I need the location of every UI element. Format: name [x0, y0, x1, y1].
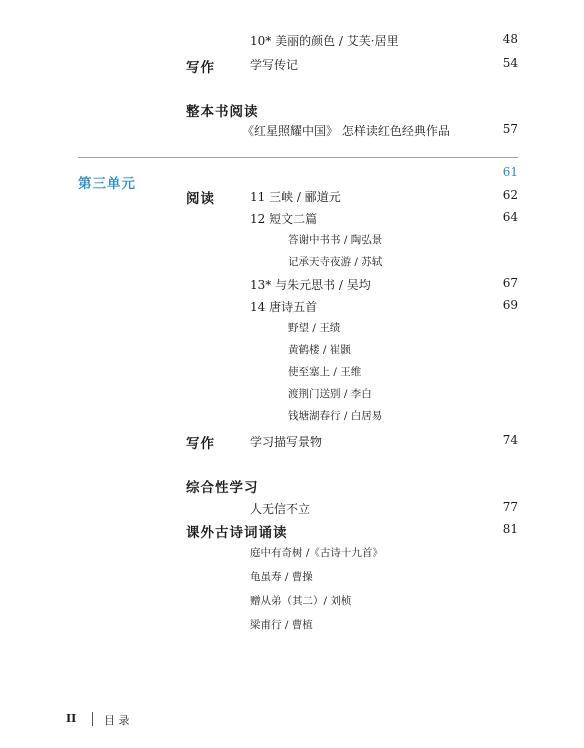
section-divider: [78, 157, 518, 158]
footer-divider: [92, 712, 93, 726]
toc-entry-comprehensive: 人无信不立: [250, 502, 311, 516]
unit-title: 第三单元: [78, 176, 136, 192]
toc-page-14: 69: [502, 298, 518, 312]
toc-entry-14: 14 唐诗五首: [250, 300, 318, 314]
toc-page-10: 48: [502, 32, 518, 46]
toc-page-writing-1: 54: [502, 56, 518, 70]
toc-extra-4: 梁甫行 / 曹植: [250, 619, 313, 631]
footer-page-number: II: [66, 712, 77, 725]
extra-reading-label: 课外古诗词诵读: [186, 525, 288, 541]
toc-entry-12: 12 短文二篇: [250, 212, 318, 226]
toc-sub-12b: 记承天寺夜游 / 苏轼: [288, 256, 383, 268]
toc-entry-whole-book: 《红星照耀中国》 怎样读红色经典作品: [242, 124, 450, 138]
toc-entry-10: 10* 美丽的颜色 / 艾芙·居里: [250, 34, 399, 48]
toc-sub-14d: 渡荆门送别 / 李白: [288, 388, 372, 400]
writing-label-2: 写作: [186, 436, 215, 452]
reading-label: 阅读: [186, 191, 215, 207]
comprehensive-label: 综合性学习: [186, 480, 259, 496]
toc-page-extra: 81: [502, 522, 518, 536]
toc-extra-3: 赠从弟（其二）/ 刘桢: [250, 595, 352, 607]
toc-extra-1: 庭中有奇树 /《古诗十九首》: [250, 547, 383, 559]
toc-sub-14e: 钱塘湖春行 / 白居易: [288, 410, 383, 422]
toc-page-whole-book: 57: [502, 122, 518, 136]
toc-page-writing-2: 74: [502, 433, 518, 447]
toc-page-12: 64: [502, 210, 518, 224]
toc-sub-14c: 使至塞上 / 王维: [288, 366, 362, 378]
toc-sub-14a: 野望 / 王绩: [288, 322, 341, 334]
toc-page-11: 62: [502, 188, 518, 202]
toc-page-comprehensive: 77: [502, 500, 518, 514]
toc-entry-13: 13* 与朱元思书 / 吴均: [250, 278, 371, 292]
toc-entry-11: 11 三峡 / 郦道元: [250, 190, 341, 204]
toc-page-13: 67: [502, 276, 518, 290]
toc-entry-writing-2: 学习描写景物: [250, 435, 323, 449]
footer-label: 目 录: [104, 714, 130, 727]
writing-label-1: 写作: [186, 60, 215, 76]
unit-page: 61: [502, 165, 518, 179]
toc-entry-writing-1: 学写传记: [250, 58, 299, 72]
toc-extra-2: 龟虽寿 / 曹操: [250, 571, 313, 583]
whole-book-label: 整本书阅读: [186, 104, 259, 120]
toc-sub-12a: 答谢中书书 / 陶弘景: [288, 234, 383, 246]
toc-sub-14b: 黄鹤楼 / 崔颢: [288, 344, 351, 356]
